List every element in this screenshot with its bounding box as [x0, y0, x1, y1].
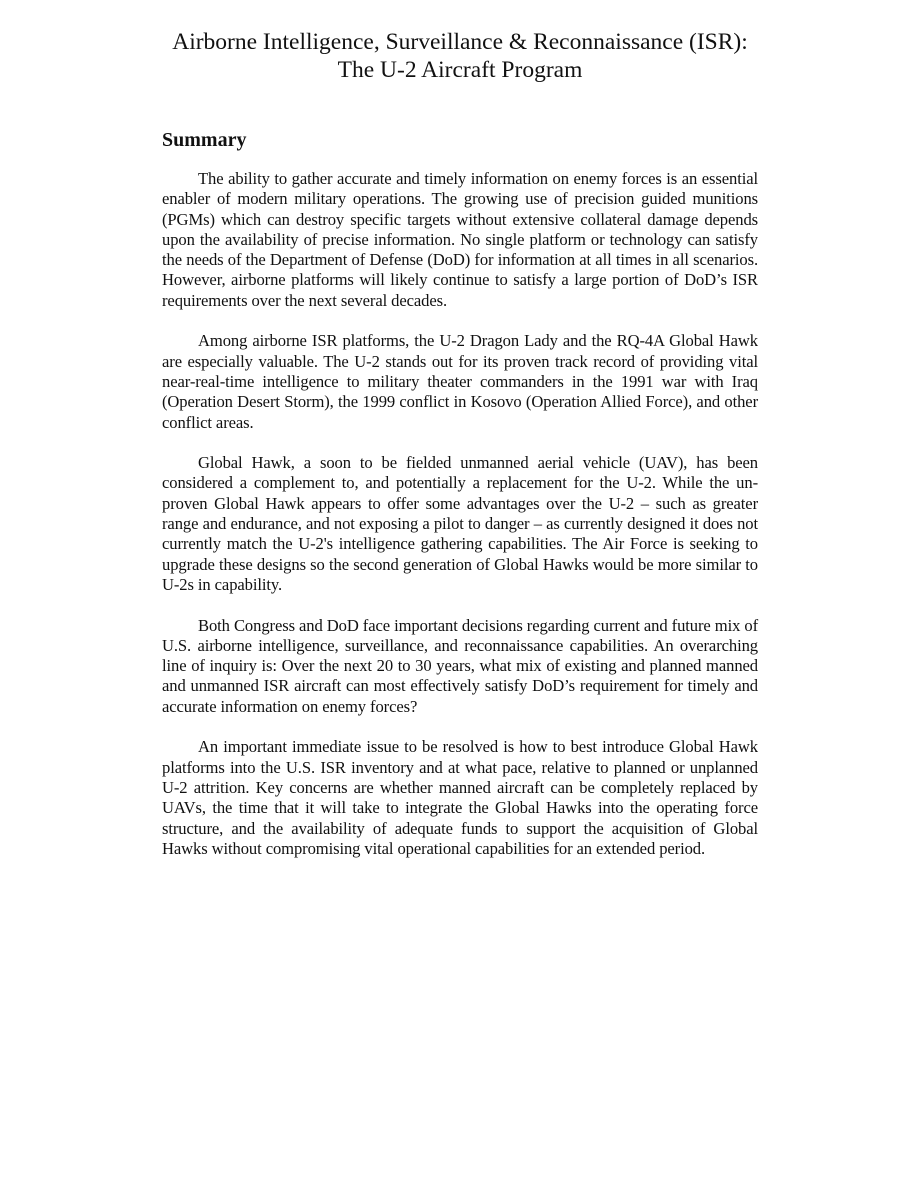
paragraph-2: Among airborne ISR platforms, the U-2 Dragon Lady and the RQ-4A Global Hawk are especially valuable. The U-2 stands out for its proven track record of providing vital near-real-time intelligence to military theater commanders in the 1991 war with Iraq (Operation Desert Storm), the 1999 conflict in Kosovo (Operation Allied Force), and other conflict areas.: [162, 331, 758, 432]
paragraph-3: Global Hawk, a soon to be fielded unmanned aerial vehicle (UAV), has been considered a complement to, and potentially a replacement for the U-2. While the un-proven Global Hawk appears to offer some advantages over the U-2 – such as greater range and endurance, and not exposing a pilot to danger – as currently designed it does not currently match the U-2's intelligence gathering capabilities. The Air Force is seeking to upgrade these designs so the second generation of Global Hawks would be more similar to U-2s in capability.: [162, 453, 758, 594]
document-title: [162, 28, 758, 84]
paragraph-5: An important immediate issue to be resolved is how to best introduce Global Hawk platforms into the U.S. ISR inventory and at what pace, relative to planned or unplanned U-2 attrition. Key concerns are whether manned aircraft can be completely replaced by UAVs, the time that it will take to integrate the Global Hawks into the operating force structure, and the availability of adequate funds to support the acquisition of Global Hawks without compromising vital operational capabilities for an extended period.: [162, 737, 758, 858]
title-line-1: Airborne Intelligence, Surveillance & Reconnaissance (ISR):: [172, 29, 748, 55]
paragraph-1: The ability to gather accurate and timely information on enemy forces is an essential enabler of modern military operations. The growing use of precision guided munitions (PGMs) which can destroy specific targets without extensive collateral damage depends upon the availability of precise information. No single platform or technology can satisfy the needs of the Department of Defense (DoD) for information at all times in all scenarios. However, airborne platforms will likely continue to satisfy a large portion of DoD’s ISR requirements over the next several decades.: [162, 169, 758, 310]
document-body: [162, 28, 758, 879]
paragraph-4: Both Congress and DoD face important decisions regarding current and future mix of U.S. airborne intelligence, surveillance, and reconnaissance capabilities. An overarching line of inquiry is: Over the next 20 to 30 years, what mix of existing and planned manned and unmanned ISR aircraft can most effectively satisfy DoD’s requirement for timely and accurate information on enemy forces?: [162, 615, 758, 716]
summary-heading: Summary: [162, 129, 247, 151]
title-line-2: The U-2 Aircraft Program: [337, 57, 583, 83]
